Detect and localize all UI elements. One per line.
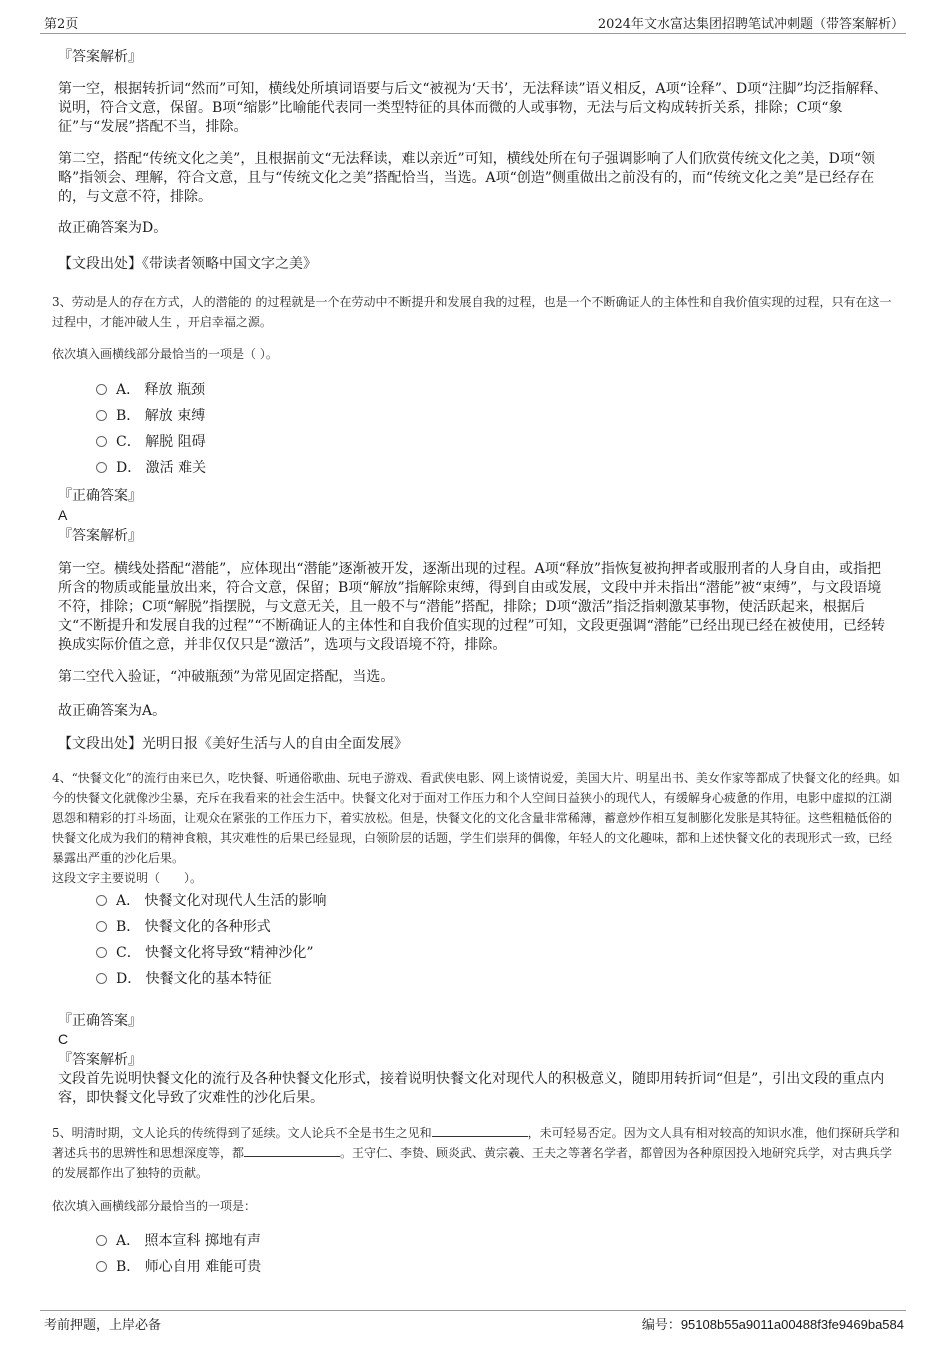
answer-blank bbox=[244, 1143, 340, 1157]
radio-icon[interactable] bbox=[96, 410, 107, 421]
q5-prompt: 依次填入画横线部分最恰当的一项是： bbox=[52, 1199, 257, 1213]
q3-analysis-para2: 第二空代入验证，“冲破瓶颈”为常见固定搭配，当选。 bbox=[58, 669, 395, 685]
q4-option-a[interactable]: A． 快餐文化对现代人生活的影响 bbox=[96, 890, 327, 912]
q3-source: 【文段出处】光明日报《美好生活与人的自由全面发展》 bbox=[58, 736, 408, 752]
footer-divider bbox=[40, 1310, 906, 1311]
header-divider bbox=[40, 33, 906, 34]
q4-option-b[interactable]: B． 快餐文化的各种形式 bbox=[96, 916, 271, 938]
page-header bbox=[0, 13, 950, 33]
radio-icon[interactable] bbox=[96, 1235, 107, 1246]
q2-analysis-para2: 第二空，搭配“传统文化之美”，且根据前文“无法释读，难以亲近”可知，横线处所在句子强调影响了人们欣赏传统文化之美，D项“领略”指领会、理解，符合文意，且与“传统文化之美”搭配恰当，当选。A项“创造”侧重做出之前没有的，而“传统文化之美”是已经存在的，与文意不符，排除。 bbox=[58, 151, 876, 205]
answer-blank bbox=[432, 1123, 528, 1137]
q5-stem: 5、明清时期，文人论兵的传统得到了延续。文人论兵不全是书生之见和 ，未可轻易否定。因为文人具有相对较高的知识水准，他们探研兵学和著述兵书的思辨性和思想深度等，都 。王守仁、李贽、顾炎武、黄宗羲、王夫之等著名学者，都曾因为各种原因投入地研究兵学，对古典兵学的发展都作出了独特的贡献。 bbox=[52, 1123, 900, 1183]
q2-analysis-para1: 第一空，根据转折词“然而”可知，横线处所填词语要与后文“被视为‘天书’，无法释读”语义相反，A项“诠释”、D项“注脚”均泛指解释、说明，符合文意，保留。B项“缩影”比喻能代表同一类型特征的具体而微的人或事物，无法与后文构成转折关系，排除；C项“象征”与“发展”搭配不当，排除。 bbox=[58, 81, 888, 135]
radio-icon[interactable] bbox=[96, 1261, 107, 1272]
q3-option-d[interactable]: D． 激活 难关 bbox=[96, 457, 206, 479]
document-title: 2024年文水富达集团招聘笔试冲刺题（带答案解析） bbox=[597, 17, 904, 32]
q3-stem: 3、劳动是人的存在方式，人的潜能的 的过程就是一个在劳动中不断提升和发展自我的过程，也是一个不断确证人的主体性和自我价值实现的过程，只有在这一过程中，才能冲破人生 ，开启幸福之源。 bbox=[52, 295, 892, 329]
radio-icon[interactable] bbox=[96, 921, 107, 932]
q5-option-b[interactable]: B． 师心自用 难能可贵 bbox=[96, 1256, 261, 1278]
q3-conclusion: 故正确答案为A。 bbox=[58, 703, 167, 719]
q2-conclusion: 故正确答案为D。 bbox=[58, 220, 168, 236]
q3-prompt: 依次填入画横线部分最恰当的一项是（ ）。 bbox=[52, 347, 278, 361]
q3-answer: A bbox=[58, 507, 68, 523]
page-number: 第2页 bbox=[44, 17, 79, 32]
q4-option-c[interactable]: C． 快餐文化将导致“精神沙化” bbox=[96, 942, 313, 964]
radio-icon[interactable] bbox=[96, 436, 107, 447]
q3-option-c[interactable]: C． 解脱 阻碍 bbox=[96, 431, 206, 453]
q3-answer-title: 『正确答案』 bbox=[58, 488, 142, 504]
q4-answer: C bbox=[58, 1031, 69, 1047]
radio-icon[interactable] bbox=[96, 384, 107, 395]
q4-stem: 4、“快餐文化”的流行由来已久，吃快餐、听通俗歌曲、玩电子游戏、看武侠电影、网上谈情说爱，美国大片、明星出书、美女作家等都成了快餐文化的经典。如今的快餐文化就像沙尘暴，充斥在我看来的社会生活中。快餐文化对于面对工作压力和个人空间日益狭小的现代人，有缓解身心疲惫的作用，电影中虚拟的江湖恩怨和精彩的打斗场面，让观众在紧张的工作压力下，着实放松。但是，快餐文化的文化含量非常稀薄，蓄意炒作相互复制膨化发胀是其特征。这些粗糙低俗的快餐文化成为我们的精神食粮，其灾难性的后果已经显现，白领阶层的话题，学生们崇拜的偶像，年轻人的文化趣味，都和上述快餐文化的表现形式一致，已经暴露出严重的沙化后果。 bbox=[52, 771, 900, 865]
q2-source: 【文段出处】《带读者领略中国文字之美》 bbox=[58, 256, 317, 272]
q3-analysis-title: 『答案解析』 bbox=[58, 528, 142, 544]
q2-analysis-title: 『答案解析』 bbox=[58, 49, 142, 65]
q5-option-a[interactable]: A． 照本宣科 掷地有声 bbox=[96, 1230, 261, 1252]
radio-icon[interactable] bbox=[96, 462, 107, 473]
footer-note: 考前押题，上岸必备 bbox=[44, 1318, 162, 1333]
q4-option-d[interactable]: D． 快餐文化的基本特征 bbox=[96, 968, 272, 990]
q3-option-b[interactable]: B． 解放 束缚 bbox=[96, 405, 205, 427]
q4-prompt: 这段文字主要说明（ ）。 bbox=[52, 871, 203, 885]
q3-analysis-para1: 第一空。横线处搭配“潜能”，应体现出“潜能”逐渐被开发，逐渐出现的过程。A项“释放”指恢复被拘押者或服刑者的人身自由，或指把所含的物质或能量放出来，符合文意，保留；B项“解放”指解除束缚，得到自由或发展，文段中并未指出“潜能”被“束缚”，与文段语境不符，排除；C项“解脱”指摆脱，与文意无关，且一般不与“潜能”搭配，排除；D项“激活”指泛指刺激某事物，使活跃起来，根据后文“不断提升和发展自我的过程”“不断确证人的主体性和自我价值实现的过程”可知，文段更强调“潜能”已经出现已经在被使用，已经转换成实际价值之意，并非仅仅只是“激活”，选项与文段语境不符，排除。 bbox=[58, 561, 885, 653]
q4-analysis-title: 『答案解析』 bbox=[58, 1052, 142, 1068]
q3-option-a[interactable]: A． 释放 瓶颈 bbox=[96, 379, 205, 401]
radio-icon[interactable] bbox=[96, 973, 107, 984]
radio-icon[interactable] bbox=[96, 895, 107, 906]
document-code: 编号：95108b55a9011a00488f3fe9469ba584 bbox=[641, 1317, 904, 1332]
q4-answer-title: 『正确答案』 bbox=[58, 1013, 142, 1029]
radio-icon[interactable] bbox=[96, 947, 107, 958]
q4-analysis: 文段首先说明快餐文化的流行及各种快餐文化形式，接着说明快餐文化对现代人的积极意义，随即用转折词“但是”，引出文段的重点内容，即快餐文化导致了灾难性的沙化后果。 bbox=[58, 1071, 885, 1106]
